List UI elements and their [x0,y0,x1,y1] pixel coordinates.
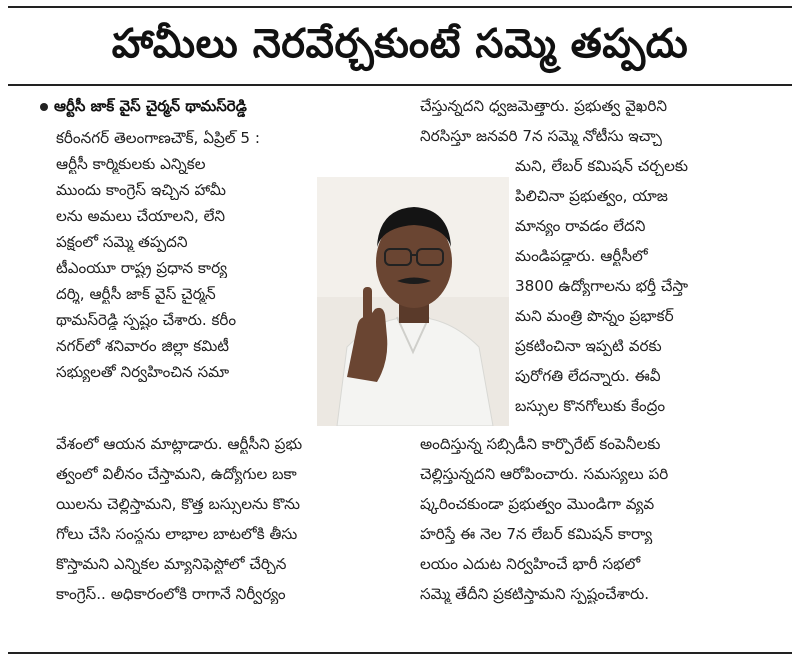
bottom-rule [8,652,792,654]
left-line: యిలను చెల్లిస్తామని, కొత్త బస్సులను కొను [56,495,301,513]
left-line: త్వంలో విలీనం చేస్తామని, ఉద్యోగుల బకా [56,465,297,483]
left-line: వేశంలో ఆయన మాట్లాడారు. ఆర్టీసీని ప్రభు [56,435,303,453]
right-line: బస్సుల కొనగోలుకు కేంద్రం [515,397,666,415]
byline-text: ఆర్టీసీ జాక్ వైస్ చైర్మన్ థామస్‌రెడ్డి [54,97,247,115]
right-line: లయం ఎదుట నిర్వహించే భారీ సభలో [420,555,641,573]
left-line: నగర్‌లో శనివారం జిల్లా కమిటీ [56,337,229,355]
left-line: దర్శి, ఆర్టీసీ జాక్ వైస్ చైర్మన్ [56,285,216,303]
left-line: గోలు చేసి సంస్థను లాభాల బాటలోకి తీసు [56,525,298,543]
right-line: అందిస్తున్న సబ్సిడీని కార్పొరేట్ కంపెనీలకు [420,435,661,453]
headline-underline-rule [8,84,792,86]
right-line: మని మంత్రి పొన్నం ప్రభాకర్ [515,307,674,325]
left-line: లను అమలు చేయాలని, లేని [56,207,226,225]
left-line: ఆర్టీసీ కార్మికులకు ఎన్నికల [56,155,206,173]
left-line: కరీంనగర్ తెలంగాణచౌక్, ఏప్రిల్ 5 : [56,129,260,147]
left-line: కాంగ్రెస్.. అధికారంలోకి రాగానే నిర్వీర్యం [56,585,286,603]
left-line: థామస్‌రెడ్డి స్పష్టం చేశారు. కరీం [56,311,237,329]
left-line: కొస్తామని ఎన్నికల మ్యానిఫెస్టోలో చేర్చిన [56,555,287,573]
speaker-photo [317,177,509,426]
bullet-icon [40,103,48,111]
right-line: మని, లేబర్ కమిషన్ చర్చలకు [515,157,689,175]
right-line: పిలిచినా ప్రభుత్వం, యాజ [515,187,668,205]
right-line: ష్కరించకుండా ప్రభుత్వం మొండిగా వ్యవ [420,495,655,513]
right-line: ప్రకటించినా ఇప్పటి వరకు [515,337,662,355]
right-line: మాన్యం రావడం లేదని [515,217,646,235]
top-rule [8,6,792,8]
right-line: నిరసిస్తూ జనవరి 7న సమ్మె నోటీసు ఇచ్చా [420,127,662,145]
headline: హామీలు నెరవేర్చకుంటే సమ్మె తప్పదు [111,21,689,67]
left-line: ముందు కాంగ్రెస్ ఇచ్చిన హామీ [56,181,227,199]
right-line: చేస్తున్నదని ధ్వజమెత్తారు. ప్రభుత్వ వైఖరిని [420,97,668,115]
left-line: పక్షంలో సమ్మె తప్పదని [56,233,188,251]
right-line: 3800 ఉద్యోగాలను భర్తీ చేస్తా [515,277,689,295]
right-line: పురోగతి లేదన్నారు. ఈవీ [515,367,661,385]
left-line: సభ్యులతో నిర్వహించిన సమా [56,363,230,381]
byline [40,96,247,116]
left-line: టీఎంయూ రాష్ట్ర ప్రధాన కార్య [56,259,228,277]
right-line: చెల్లిస్తున్నదని ఆరోపించారు. సమస్యలు పరి [420,465,669,483]
speaker-photo-illustration [317,177,509,426]
right-line: మండిపడ్డారు. ఆర్టీసీలో [515,247,648,265]
right-line: సమ్మె తేదీని ప్రకటిస్తామని స్పష్టంచేశారు. [420,585,650,603]
right-line: హరిస్తే ఈ నెల 7న లేబర్ కమిషన్ కార్యా [420,525,653,543]
